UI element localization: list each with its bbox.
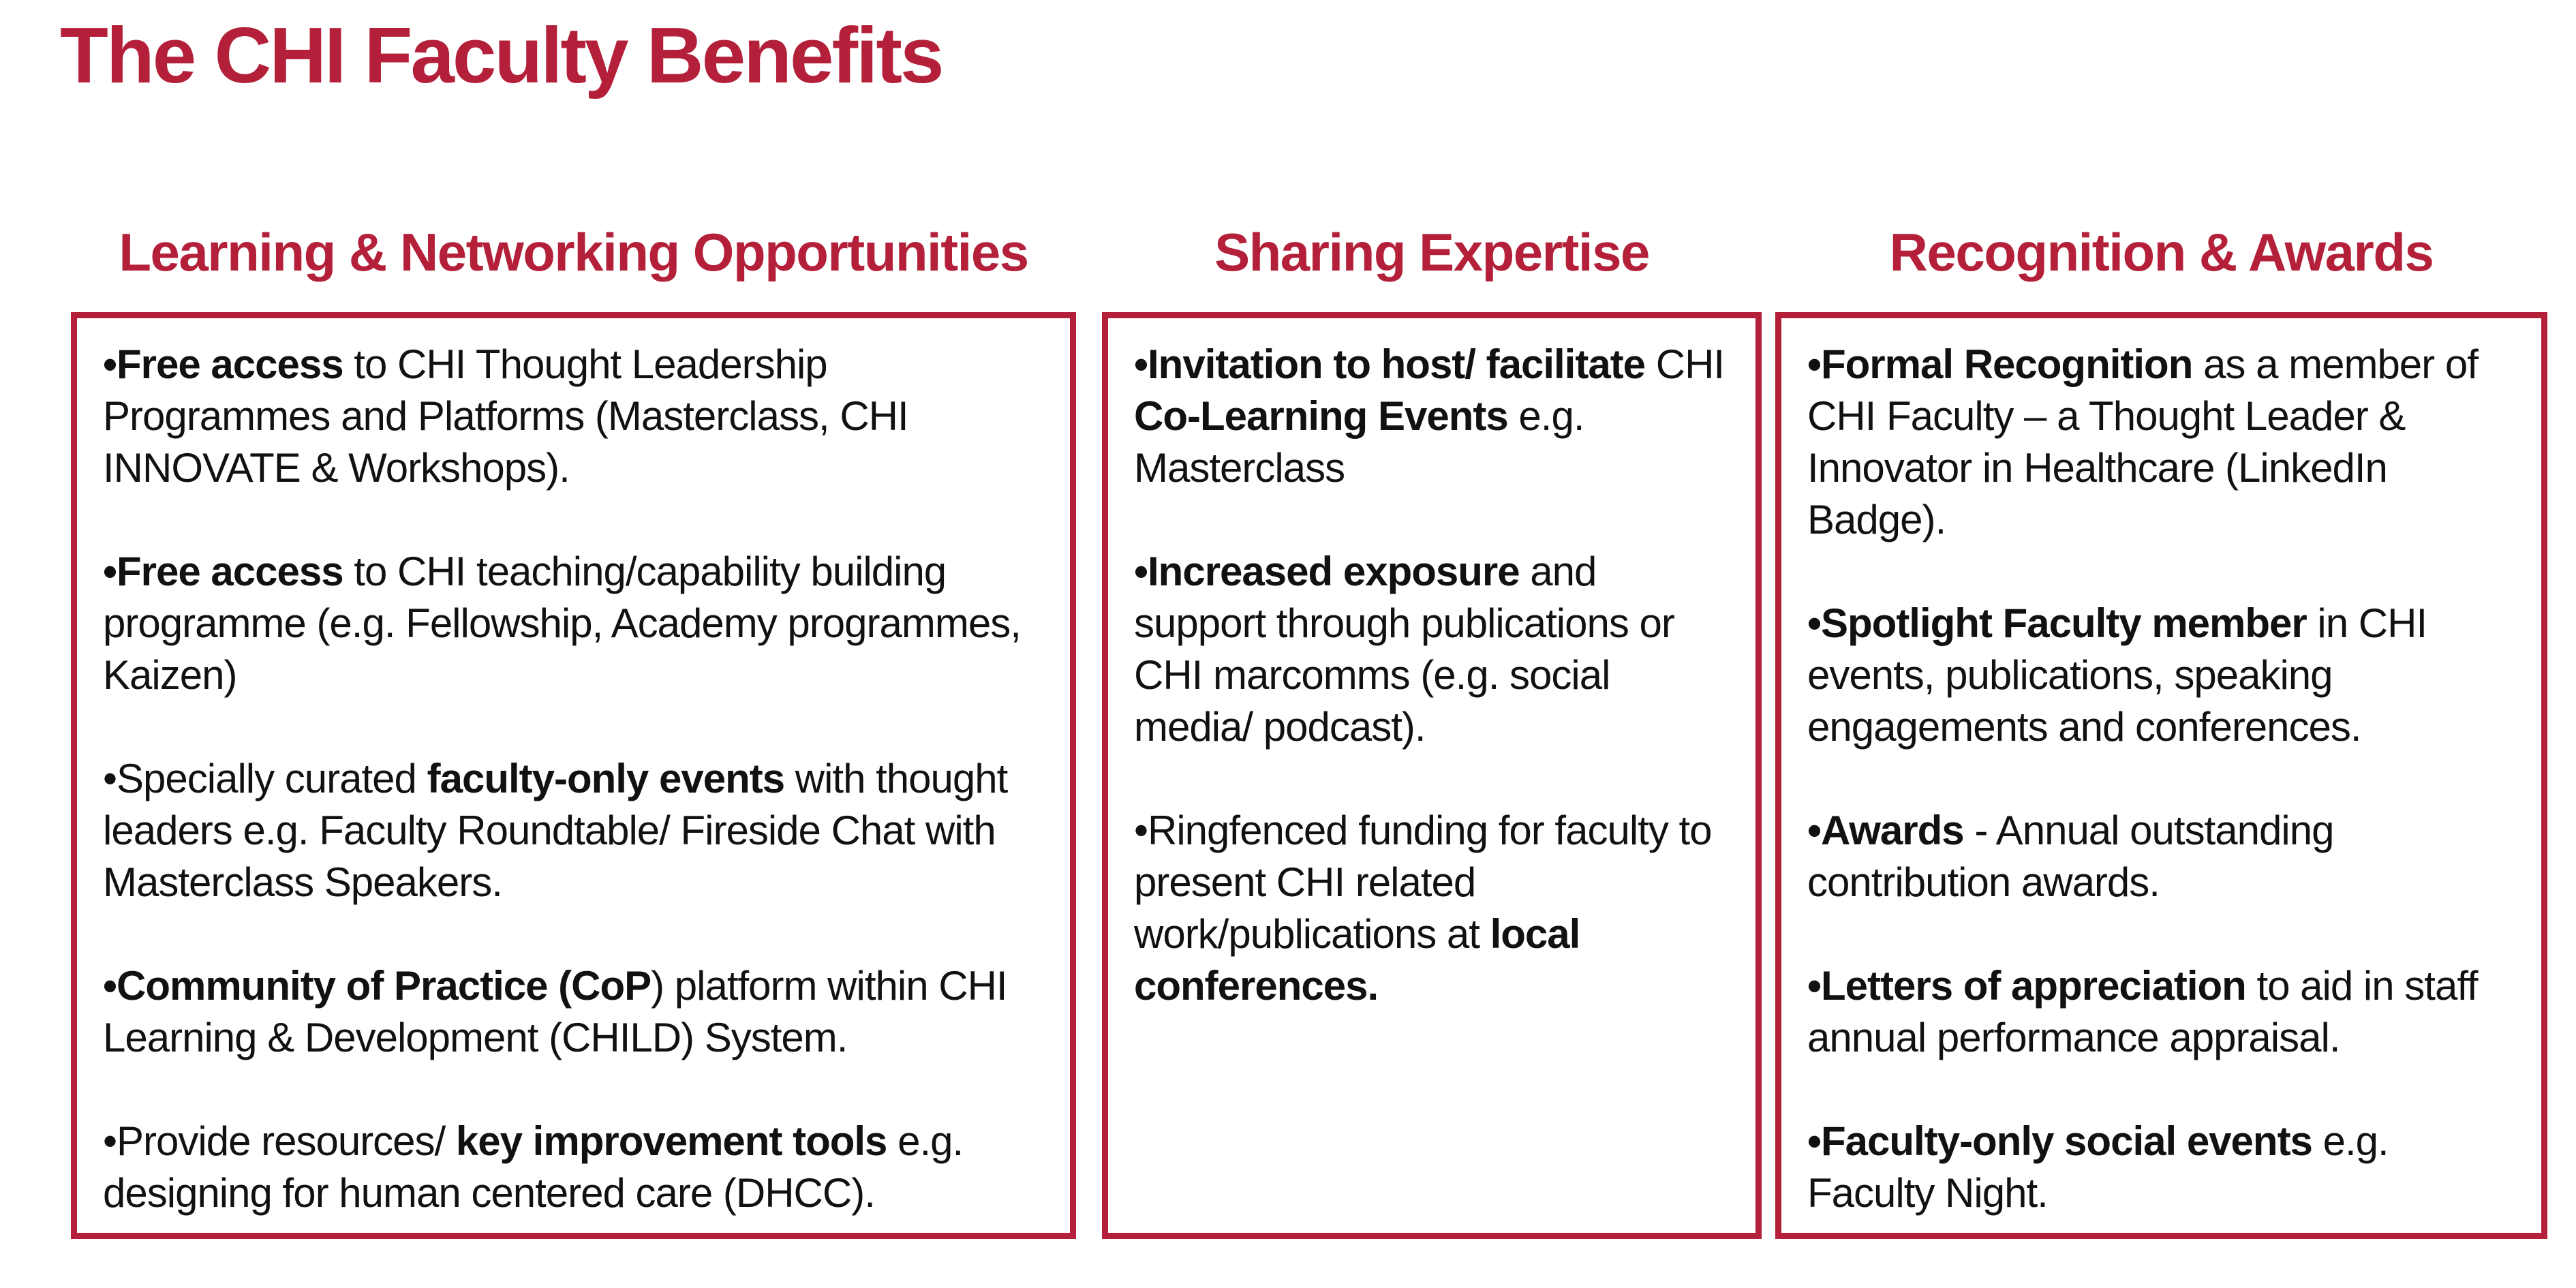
benefits-columns (71, 219, 2547, 1239)
bullet-bold-text: local conferences. (1134, 911, 1580, 1009)
page-title: The CHI Faculty Benefits (60, 11, 942, 99)
benefit-bullet (1807, 339, 2515, 546)
benefit-bullet (1807, 805, 2515, 908)
bullet-text: to aid in staff annual performance appraisal. (1807, 963, 2478, 1060)
column-header: Sharing Expertise (1214, 222, 1649, 282)
bullet-text: •Ringfenced funding for faculty to present CHI related work/publications at (1134, 808, 1712, 957)
bullet-text: •Specially curated (103, 756, 427, 801)
bullet-text: in CHI events, publications, speaking engagements and conferences. (1807, 600, 2427, 750)
bullet-bold-text: •Free access (103, 549, 343, 594)
bullet-bold-text: •Free access (103, 341, 343, 387)
bullet-text: with thought leaders e.g. Faculty Roundtable/ Fireside Chat with Masterclass Speakers. (103, 756, 1008, 905)
benefit-column (71, 219, 1076, 1239)
bullet-bold-text: •Spotlight Faculty member (1807, 600, 2307, 646)
bullet-text: ) platform within CHI Learning & Development (CHILD) System. (103, 963, 1007, 1060)
benefit-bullet (103, 753, 1044, 908)
bullet-bold-text: •Faculty-only social events (1807, 1118, 2312, 1164)
benefit-bullet (103, 546, 1044, 701)
benefit-bullet (103, 339, 1044, 494)
benefit-bullet (1134, 339, 1730, 494)
bullet-text: as a member of CHI Faculty – a Thought Leader & Innovator in Healthcare (LinkedIn Badge). (1807, 341, 2478, 542)
benefits-box (1102, 312, 1762, 1239)
bullet-text: e.g. Masterclass (1134, 393, 1584, 491)
bullet-text: CHI (1645, 341, 1725, 387)
benefit-bullet (1134, 546, 1730, 753)
bullet-text: and support through publications or CHI marcomms (e.g. social media/ podcast). (1134, 549, 1674, 750)
benefit-bullet (1807, 598, 2515, 753)
bullet-bold-text: •Letters of appreciation (1807, 963, 2246, 1009)
bullet-text: e.g. Faculty Night. (1807, 1118, 2389, 1216)
bullet-bold-text: •Increased exposure (1134, 549, 1520, 594)
bullet-bold-text: •Awards (1807, 808, 1964, 853)
benefit-column (1102, 219, 1762, 1239)
bullet-text: to CHI Thought Leadership Programmes and Platforms (Masterclass, CHI INNOVATE & Workshops). (103, 341, 908, 491)
benefit-bullet (103, 960, 1044, 1064)
column-header: Recognition & Awards (1889, 222, 2434, 282)
benefits-box (1775, 312, 2547, 1239)
benefit-bullet (103, 1116, 1044, 1219)
benefit-bullet (1807, 1116, 2515, 1219)
bullet-bold-text: •Formal Recognition (1807, 341, 2193, 387)
bullet-text: •Provide resources/ (103, 1118, 456, 1164)
bullet-text: to CHI teaching/capability building programme (e.g. Fellowship, Academy programmes, Kaizen) (103, 549, 1021, 698)
benefit-bullet (1807, 960, 2515, 1064)
bullet-bold-text: •Invitation to host/ facilitate (1134, 341, 1646, 387)
bullet-bold-text: faculty-only events (427, 756, 785, 801)
bullet-bold-text: Co-Learning Events (1134, 393, 1508, 439)
bullet-bold-text: key improvement tools (455, 1118, 887, 1164)
bullet-text: - Annual outstanding contribution awards. (1807, 808, 2334, 905)
benefits-box (71, 312, 1076, 1239)
benefit-column (1775, 219, 2547, 1239)
benefit-bullet (1134, 805, 1730, 1012)
bullet-text: e.g. designing for human centered care (DHCC). (103, 1118, 964, 1216)
column-header: Learning & Networking Opportunities (119, 222, 1028, 282)
bullet-bold-text: •Community of Practice (CoP (103, 963, 651, 1009)
